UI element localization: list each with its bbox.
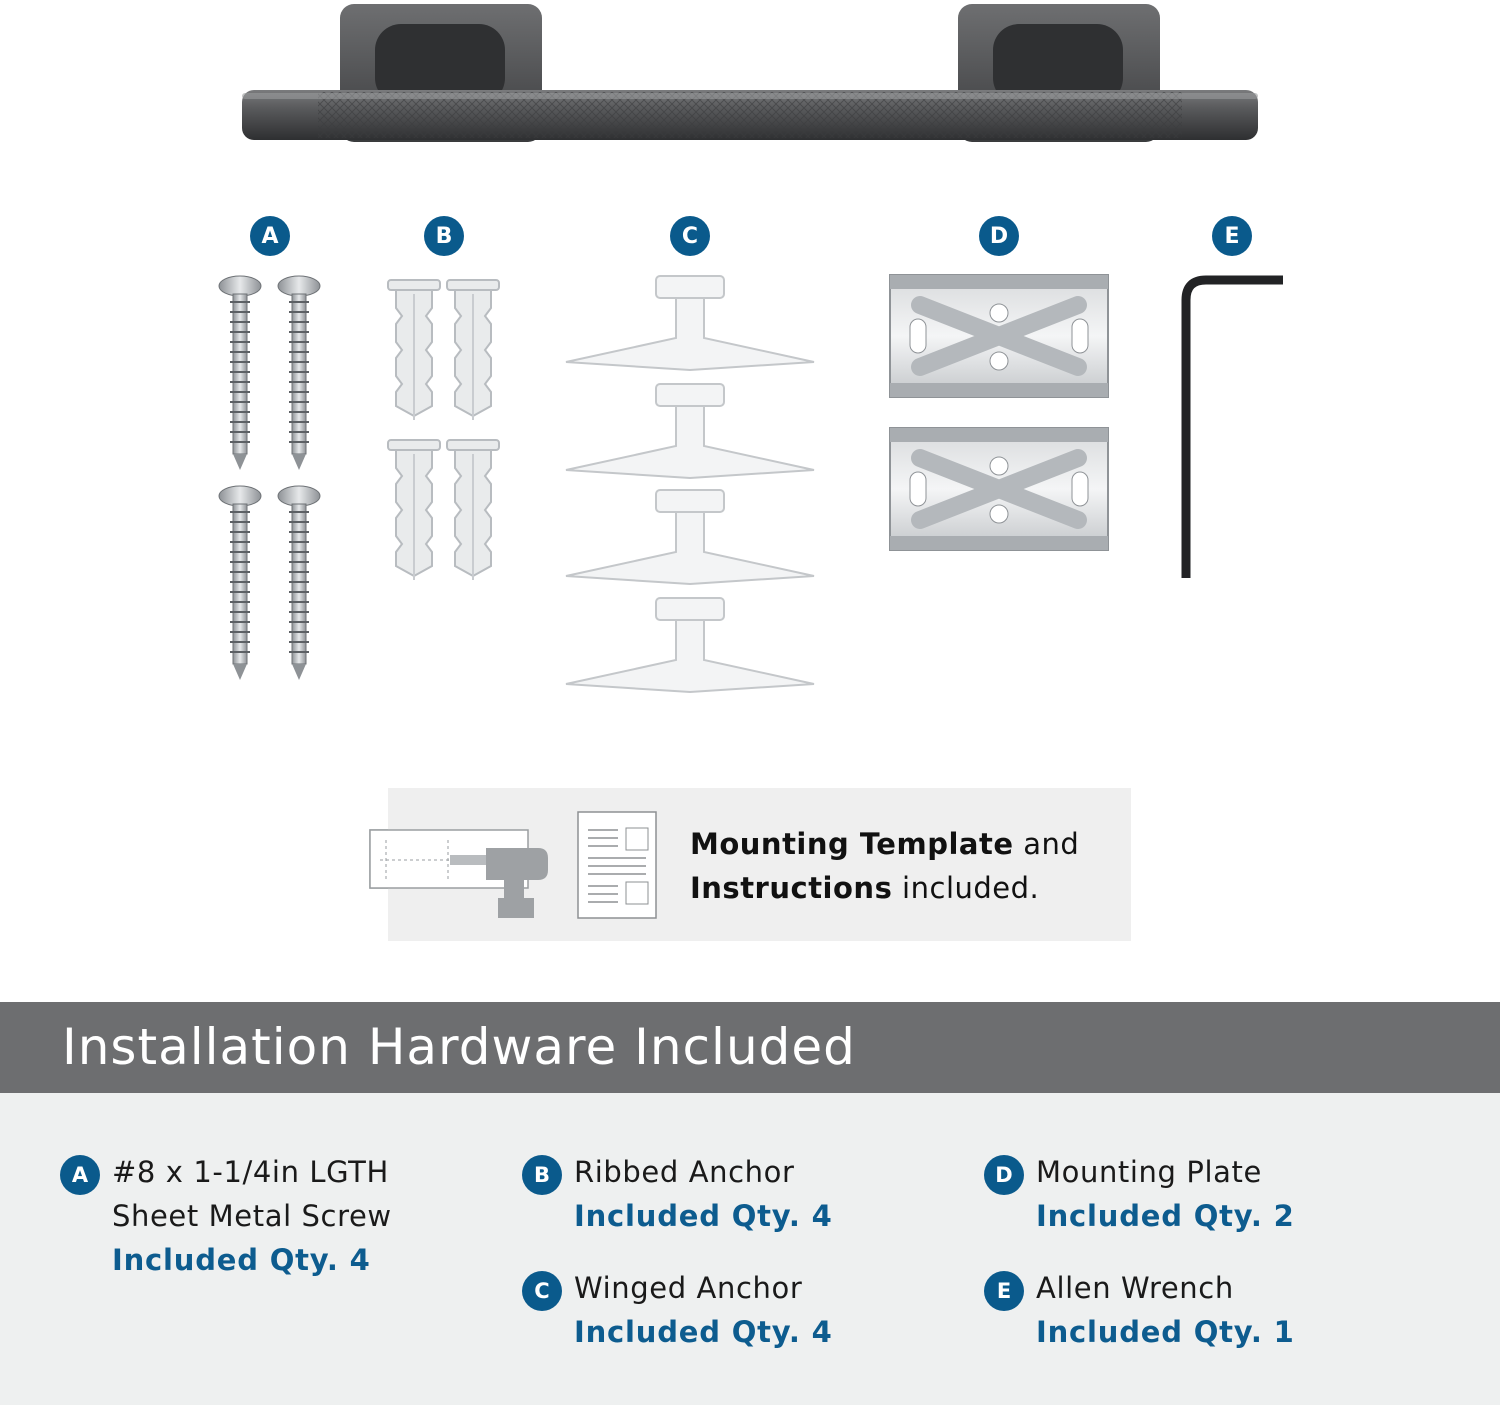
entry-badge-d: D	[984, 1155, 1024, 1195]
entry-name-b: Ribbed Anchor	[574, 1155, 795, 1189]
template-note-text1: and	[1013, 827, 1080, 861]
section-title: Installation Hardware Included	[62, 1018, 856, 1076]
entry-text-d	[1036, 1150, 1416, 1238]
entry-text-b	[574, 1150, 954, 1238]
entry-name-e: Allen Wrench	[1036, 1271, 1234, 1305]
entry-name-a-line2: Sheet Metal Screw	[112, 1199, 392, 1233]
template-note-bold1: Mounting Template	[690, 827, 1014, 861]
entry-name-a-line1: #8 x 1-1/4in LGTH	[112, 1155, 389, 1189]
entry-text-a	[112, 1150, 492, 1282]
entry-text-e	[1036, 1266, 1416, 1354]
item-badge-c: C	[670, 216, 710, 256]
entry-name-c: Winged Anchor	[574, 1271, 803, 1305]
entry-badge-a: A	[60, 1155, 100, 1195]
entry-qty-a: Included Qty. 4	[112, 1243, 371, 1277]
template-note	[690, 822, 1110, 910]
entry-qty-c: Included Qty. 4	[574, 1315, 833, 1349]
entry-qty-d: Included Qty. 2	[1036, 1199, 1295, 1233]
item-badge-a: A	[250, 216, 290, 256]
item-badge-e: E	[1212, 216, 1252, 256]
item-badge-b: B	[424, 216, 464, 256]
entry-qty-e: Included Qty. 1	[1036, 1315, 1295, 1349]
entry-badge-c: C	[522, 1271, 562, 1311]
entry-qty-b: Included Qty. 4	[574, 1199, 833, 1233]
entry-badge-b: B	[522, 1155, 562, 1195]
entry-text-c	[574, 1266, 954, 1354]
template-note-text2: included.	[892, 871, 1040, 905]
template-note-bold2: Instructions	[690, 871, 893, 905]
item-badge-d: D	[979, 216, 1019, 256]
entry-name-d: Mounting Plate	[1036, 1155, 1262, 1189]
entry-badge-e: E	[984, 1271, 1024, 1311]
